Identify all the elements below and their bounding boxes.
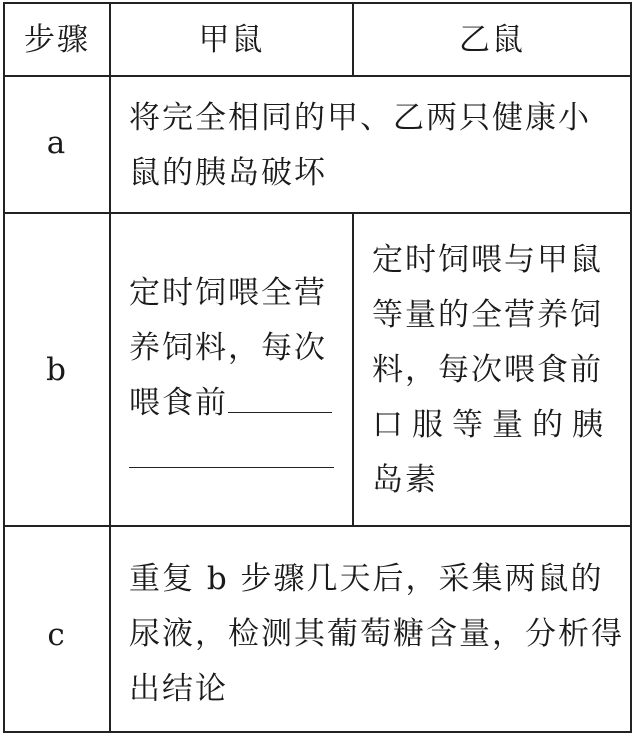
row-b-mouse-a-line-3 [129, 377, 332, 429]
row-b-mouse-b-line-2: 等量的全营养饲 [372, 297, 603, 333]
row-a-line-2: 鼠的胰岛破坏 [129, 155, 327, 191]
experiment-table [3, 2, 632, 733]
header-step: 步骤 [24, 22, 90, 58]
row-divider-3 [5, 525, 630, 527]
row-b-label: b [46, 352, 68, 388]
column-divider-3 [352, 213, 354, 526]
row-b-mouse-a-line-4 [129, 432, 334, 484]
row-b-mouse-a-line-2: 养饲料，每次 [129, 330, 327, 366]
row-divider-2 [5, 212, 630, 214]
row-b-mouse-b-line-5: 岛素 [372, 462, 438, 498]
row-b-mouse-b-line-4: 口服等量的胰 [372, 407, 612, 443]
row-c-line-2: 尿液，检测其葡萄糖含量，分析得 [129, 616, 624, 652]
row-c-label: c [47, 617, 67, 653]
row-b-mouse-a-line-1: 定时饲喂全营 [129, 275, 327, 311]
row-b-mouse-b-line-3: 料，每次喂食前 [372, 352, 603, 388]
answer-blank-2[interactable] [129, 437, 334, 468]
header-mouse-b: 乙鼠 [459, 22, 525, 58]
row-b-mouse-a-line-3-text: 喂食前 [129, 385, 228, 421]
header-mouse-a: 甲鼠 [198, 22, 265, 58]
row-c-line-3: 出结论 [129, 671, 228, 707]
row-a-line-1: 将完全相同的甲、乙两只健康小 [129, 100, 591, 136]
row-c-line-1: 重复 b 步骤几天后，采集两鼠的 [129, 561, 604, 597]
column-divider-1 [109, 4, 111, 731]
row-divider-1 [5, 75, 630, 77]
row-a-label: a [46, 125, 68, 161]
row-b-mouse-b-line-1: 定时饲喂与甲鼠 [372, 242, 603, 278]
answer-blank-1[interactable] [228, 382, 332, 413]
